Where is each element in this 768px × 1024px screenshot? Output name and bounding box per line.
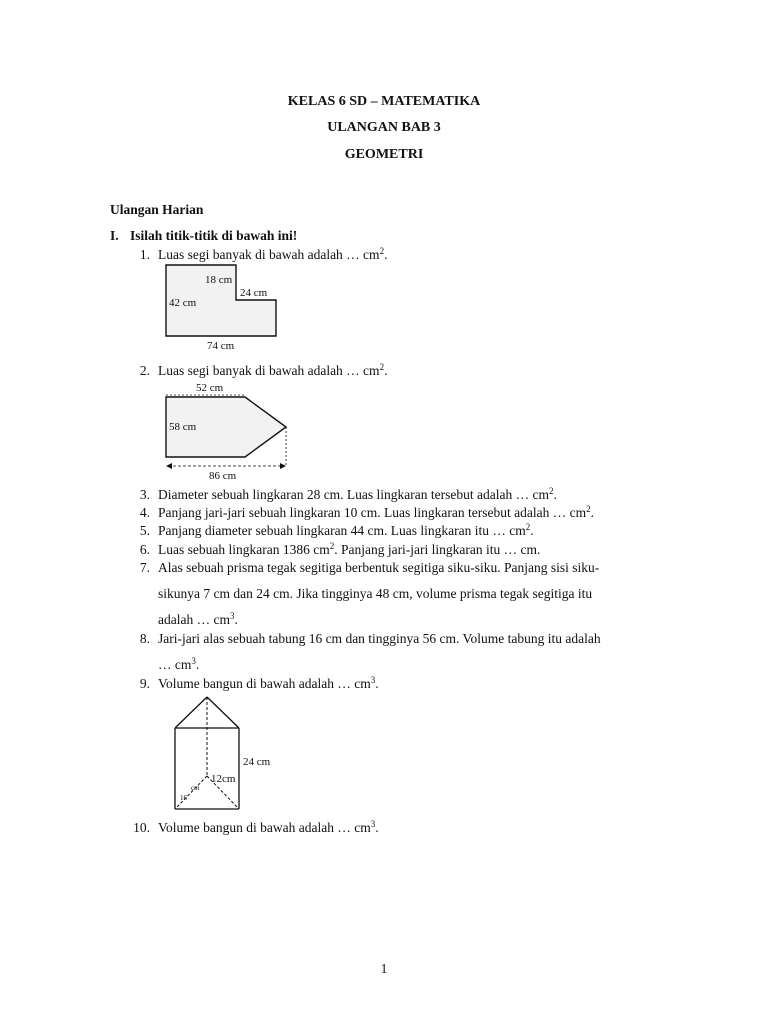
question-number: 4. xyxy=(139,505,150,520)
fig1-left-label: 42 cm xyxy=(169,297,197,309)
page-number: 1 xyxy=(380,961,388,976)
question-number: 8. xyxy=(139,631,150,646)
fig2-bottom-label: 86 cm xyxy=(209,470,237,482)
question-text: Luas sebuah lingkaran 1386 $cm^2$. Panjang jari-jari lingkaran itu … cm. xyxy=(158,541,541,557)
question-text: Diameter sebuah lingkaran 28 cm. Luas lingkaran tersebut adalah … $cm^2$. xyxy=(158,486,557,502)
fig3-height-label: 24 cm xyxy=(243,756,271,768)
question-number: 9. xyxy=(139,676,150,691)
fig2-top-label: 52 cm xyxy=(196,382,224,394)
fig1-top-label: 18 cm xyxy=(205,274,233,286)
question-number: 1. xyxy=(139,247,150,262)
question-text: Volume bangun di bawah adalah … $cm^3$. xyxy=(158,819,379,835)
question-text: Luas segi banyak di bawah adalah … $cm^2$. xyxy=(158,246,388,262)
question-number: 3. xyxy=(139,487,150,502)
question-text-line-1: Jari-jari alas sebuah tabung 16 cm dan tingginya 56 cm. Volume tabung itu adalah xyxy=(158,631,601,646)
prism-top-left xyxy=(175,697,207,728)
question-number: 10. xyxy=(133,820,150,835)
question-number: 2. xyxy=(139,363,150,378)
question-text: Luas segi banyak di bawah adalah … $cm^2$. xyxy=(158,362,388,378)
question-text: Panjang jari-jari sebuah lingkaran 10 cm. Luas lingkaran tersebut adalah … $cm^2$. xyxy=(158,504,594,520)
title-line-1: KELAS 6 SD – MATEMATIKA xyxy=(287,94,481,109)
part-number: I. xyxy=(110,228,119,243)
fig3-small-label-b: 16 xyxy=(180,794,187,802)
question-number: 7. xyxy=(139,560,150,575)
part-title: Isilah titik-titik di bawah ini! xyxy=(130,228,298,243)
question-text-line-3: adalah … $cm^3$. xyxy=(158,611,238,627)
fig1-bottom-label: 74 cm xyxy=(207,340,235,352)
fig1-step-label: 24 cm xyxy=(240,287,268,299)
prism-top-right xyxy=(207,697,239,728)
question-text: Volume bangun di bawah adalah … $cm^3$. xyxy=(158,675,379,691)
question-number: 6. xyxy=(139,542,150,557)
prism-hidden-bottom-left xyxy=(175,776,207,809)
section-title: Ulangan Harian xyxy=(110,202,204,217)
fig2-left-label: 58 cm xyxy=(169,421,197,433)
title-line-3: GEOMETRI xyxy=(344,147,424,162)
title-line-2: ULANGAN BAB 3 xyxy=(327,120,441,135)
fig3-small-label-a: cm xyxy=(191,784,200,792)
question-number: 5. xyxy=(139,523,150,538)
question-text-line-1: Alas sebuah prisma tegak segitiga berbentuk segitiga siku-siku. Panjang sisi siku- xyxy=(158,560,600,575)
question-text: Panjang diameter sebuah lingkaran 44 cm. Luas lingkaran itu … $cm^2$. xyxy=(158,522,534,538)
question-text-line-2: … $cm^3$. xyxy=(158,656,200,672)
fig3-side-label: 12cm xyxy=(211,773,236,785)
question-text-line-2: sikunya 7 cm dan 24 cm. Jika tingginya 48 cm, volume prisma tegak segitiga itu xyxy=(158,586,593,601)
